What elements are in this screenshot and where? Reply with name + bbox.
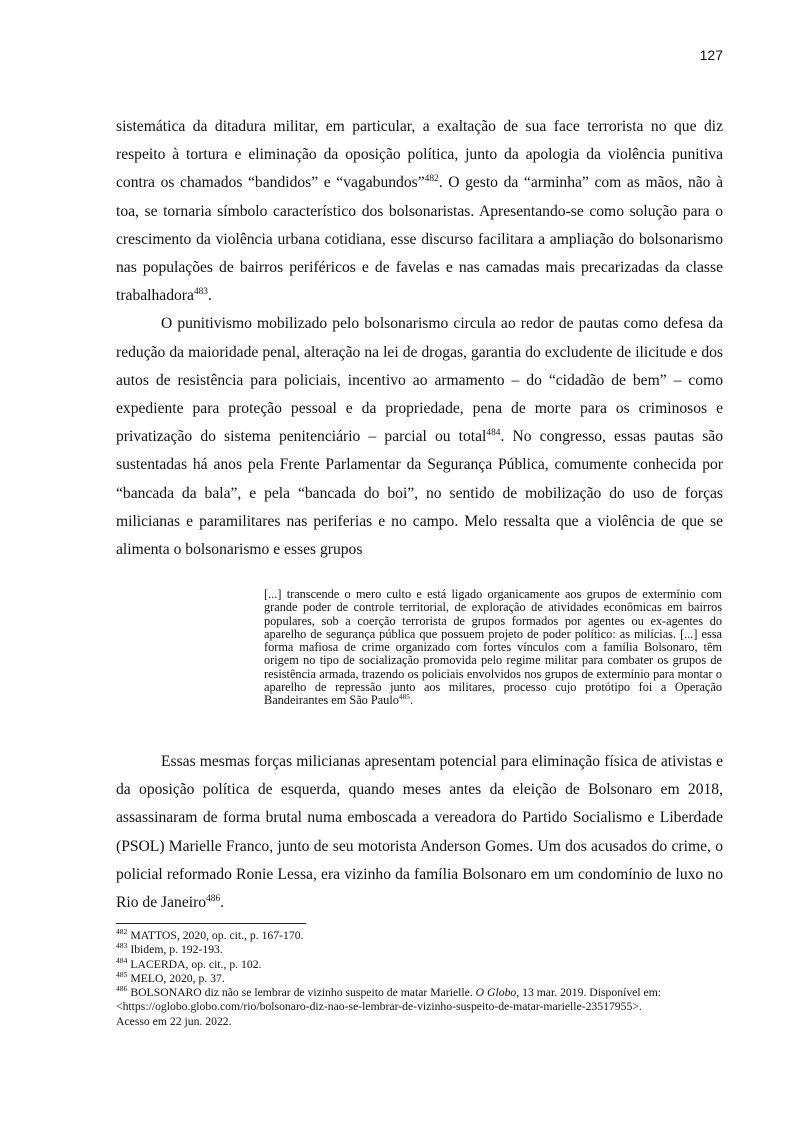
paragraph-3-text-b: .	[220, 894, 225, 912]
footnote-number: 486	[116, 984, 128, 994]
footnote-number: 483	[116, 941, 128, 951]
footnote-access: Acesso em 22 jun. 2022.	[116, 1014, 232, 1028]
footnote-486	[116, 986, 723, 1029]
footnote-ref-482[interactable]: 482	[424, 174, 439, 185]
paragraph-3	[116, 748, 723, 917]
main-text-bottom	[116, 748, 723, 917]
main-text-top	[116, 113, 723, 564]
paragraph-1-text-c: .	[207, 287, 212, 305]
footnote-url[interactable]: <https://oglobo.globo.com/rio/bolsonaro-diz-nao-se-lembrar-de-vizinho-suspeito-de-matar-marielle-23517955>.	[116, 1000, 642, 1014]
footnote-483	[116, 943, 723, 957]
paragraph-2	[116, 310, 723, 564]
footnote-484	[116, 955, 723, 972]
footnote-source: O Globo	[475, 986, 517, 1000]
block-quote-end: .	[409, 693, 414, 708]
paragraph-1-text-a: sistemática da ditadura militar, em particular, a exaltação de sua face terrorista no que diz respeito à tortura e eliminação da oposição política, junto da apologia da violência punitiva contra os chamados “bandidos” e “vagabundos”	[116, 118, 723, 192]
paragraph-2-text-b: . No congresso, essas pautas são sustentadas há anos pela Frente Parlamentar da Segurança Pública, comumente conhecida por “bancada da bala”, e pela “bancada do boi”, no sentido de mobilização do uso de forças milicianas e paramilitares nas periferias e no campo. Melo ressalta que a violência de que se alimenta o bolsonarismo e esses grupos	[116, 428, 723, 559]
footnote-text: LACERDA, op. cit., p. 102.	[127, 957, 262, 971]
footnote-number: 484	[116, 955, 128, 965]
footnote-text: BOLSONARO diz não se lembrar de vizinho suspeito de matar Marielle.	[127, 986, 476, 1000]
footnote-ref-486[interactable]: 486	[206, 893, 221, 904]
footnote-ref-483[interactable]: 483	[193, 287, 208, 298]
footnote-text: MELO, 2020, p. 37.	[127, 971, 225, 985]
footnote-number: 482	[116, 927, 128, 937]
footnote-482	[116, 929, 723, 943]
footnote-ref-484[interactable]: 484	[486, 428, 501, 439]
footnote-text: MATTOS, 2020, op. cit., p. 167-170.	[127, 929, 304, 942]
paragraph-3-text-a: Essas mesmas forças milicianas apresentam potencial para eliminação física de ativistas e da oposição política de esquerda, quando meses antes da eleição de Bolsonaro em 2018, assassinaram de forma brutal numa emboscada a vereadora do Partido Socialismo e Liberdade (PSOL) Marielle Franco, junto de seu motorista Anderson Gomes. Um dos acusados do crime, o policial reformado Ronie Lessa, era vizinho da família Bolsonaro em um condomínio de luxo no Rio de Janeiro	[116, 753, 723, 912]
block-quote-text: [...] transcende o mero culto e está ligado organicamente aos grupos de extermínio com grande poder de controle territorial, de exploração de atividades econômicas em bairros populares, sob a coerção terrorista de grupos formados por agentes ou ex-agentes do aparelho de segurança pública que possuem projeto de poder político: as milícias. [...] essa forma mafiosa de crime organizado com fortes vínculos com a família Bolsonaro, têm origem no tipo de socialização promovida pelo regime militar para combater os grupos de resistência armada, trazendo os policiais envolvidos nos grupos de extermínio para montar o aparelho de repressão junto aos militares, processo cujo protótipo foi a Operação Bandeirantes em São Paulo	[264, 587, 722, 708]
footnote-text-b: , 13 mar. 2019. Disponível em:	[516, 986, 662, 1000]
footnote-ref-485[interactable]: 485	[398, 692, 410, 702]
paragraph-1	[116, 113, 723, 310]
paragraph-1-text-b: . O gesto da “arminha” com as mãos, não à toa, se tornaria símbolo característico dos bolsonaristas. Apresentando-se como solução para o crescimento da violência urbana cotidiana, esse discurso facilitara a ampliação do bolsonarismo nas populações de bairros periféricos e de favelas e nas camadas mais precarizadas da classe trabalhadora	[116, 174, 723, 305]
footnote-number: 485	[116, 970, 128, 979]
footnote-text: Ibidem, p. 192-193.	[127, 943, 223, 957]
footnote-separator	[116, 923, 306, 924]
block-quote	[264, 588, 722, 708]
paragraph-2-text-a: O punitivismo mobilizado pelo bolsonarismo circula ao redor de pautas como defesa da redução da maioridade penal, alteração na lei de drogas, garantia do excludente de ilicitude e dos autos de resistência para policiais, incentivo ao armamento – do “cidadão de bem” – como expediente para proteção pessoal e da propriedade, pena de morte para os criminosos e privatização do sistema penitenciário – parcial ou total	[116, 315, 723, 446]
footnote-485	[116, 972, 723, 986]
footnotes	[116, 929, 723, 1029]
page-number: 127	[699, 47, 723, 63]
